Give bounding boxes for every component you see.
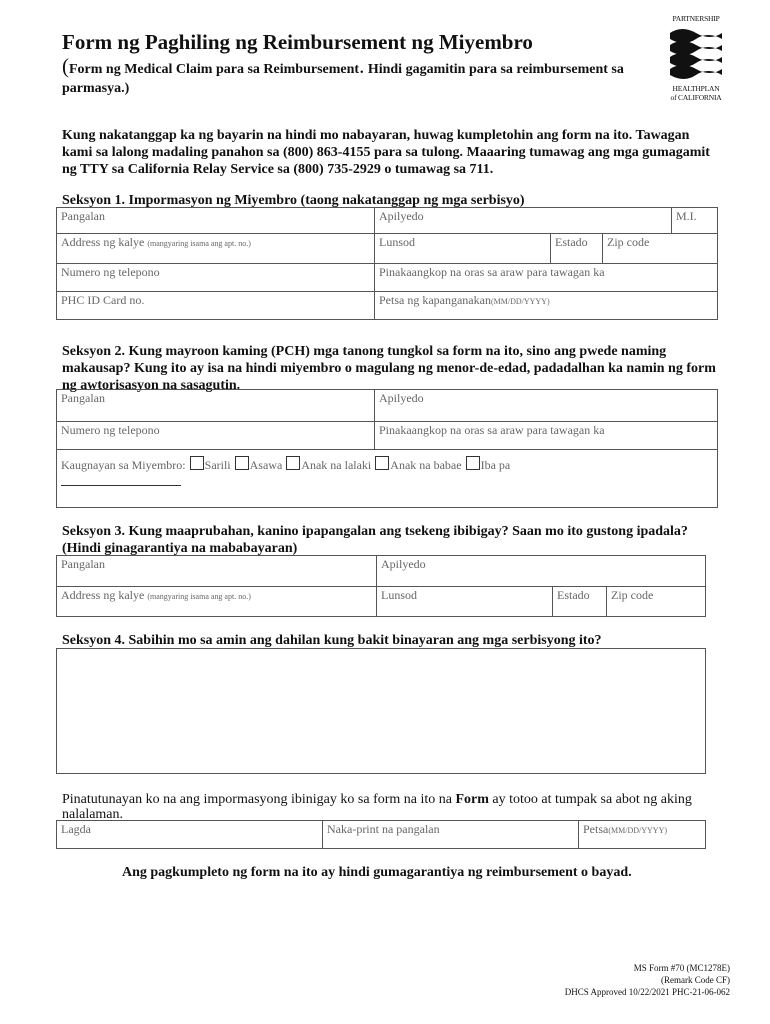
member-state-field[interactable]: Estado <box>551 234 603 264</box>
signature-date-field[interactable]: Petsa(MM/DD/YYYY) <box>579 821 706 849</box>
contact-last-name-field[interactable]: Apilyedo <box>375 390 718 422</box>
partnership-logo-icon <box>668 23 724 79</box>
payee-street-address-field[interactable]: Address ng kalye (mangyaring isama ang apt. no.) <box>57 587 377 617</box>
relationship-spouse-label: Asawa <box>249 458 283 472</box>
logo-text-top: PARTNERSHIP <box>672 14 720 23</box>
logo-text-bottom: of CALIFORNIA <box>670 93 722 102</box>
section2-heading: Seksyon 2. Kung mayroon kaming (PCH) mga tanong tungkol sa form na ito, sino ang pwede naming makausap? Kung ito ay isa na hindi miyembro o magulang ng menor-de-edad, padadalhan ka namin ng form ng awtorisasyon na sasagutin. <box>62 344 716 393</box>
section4-heading: Seksyon 4. Sabihin mo sa amin ang dahilan kung bakit binayaran ang mga serbisyong ito? <box>62 633 602 648</box>
subtitle-open-paren: ( <box>62 54 69 78</box>
member-city-field[interactable]: Lunsod <box>375 234 551 264</box>
relationship-row <box>57 450 718 508</box>
relationship-other-label: Iba pa <box>480 458 511 472</box>
member-zip-field[interactable]: Zip code <box>603 234 718 264</box>
printed-name-field[interactable]: Naka-print na pangalan <box>323 821 579 849</box>
relationship-daughter-label: Anak na babae <box>390 458 462 472</box>
payee-first-name-field[interactable]: Pangalan <box>57 556 377 587</box>
section3-heading: Seksyon 3. Kung maaprubahan, kanino ipapangalan ang tsekeng ibibigay? Saan mo ito gustong ipadala? (Hindi ginagarantiya na mababayaran) <box>62 524 688 556</box>
subtitle-note: Hindi gagamitin para sa reimbursement sa parmasya.) <box>62 62 624 96</box>
section1-heading: Seksyon 1. Impormasyon ng Miyembro (taong nakatanggap ng mga serbisyo) <box>62 193 525 208</box>
form-number-block <box>565 962 730 998</box>
form-number: MS Form #70 (MC1278E) <box>633 963 730 973</box>
relationship-other-checkbox[interactable] <box>466 456 480 470</box>
payee-city-field[interactable]: Lunsod <box>377 587 553 617</box>
payee-last-name-field[interactable]: Apilyedo <box>377 556 706 587</box>
member-street-address-field[interactable]: Address ng kalye (mangyaring isama ang apt. no.) <box>57 234 375 264</box>
reason-textarea[interactable] <box>56 648 706 774</box>
member-middle-initial-field[interactable]: M.I. <box>672 208 718 234</box>
logo-text-mid: HEALTHPLAN <box>672 84 720 93</box>
contact-best-time-field[interactable]: Pinakaangkop na oras sa araw para tawagan ka <box>375 422 718 450</box>
section3-table <box>56 555 706 617</box>
relationship-daughter-checkbox[interactable] <box>375 456 389 470</box>
relationship-son-label: Anak na lalaki <box>301 458 372 472</box>
relationship-label: Kaugnayan sa Miyembro: <box>61 458 186 472</box>
relationship-spouse-checkbox[interactable] <box>235 456 249 470</box>
signature-table <box>56 820 706 849</box>
relationship-self-label: Sarili <box>204 458 231 472</box>
approval-info: DHCS Approved 10/22/2021 PHC-21-06-062 <box>564 987 730 997</box>
section1-table <box>56 207 718 320</box>
payee-state-field[interactable]: Estado <box>553 587 607 617</box>
partnership-logo <box>668 14 724 106</box>
certification-statement: Pinatutunayan ko na ang impormasyong ibinigay ko sa form na ito na Form ay totoo at tumpak sa abot ng aking nalalaman. <box>62 792 692 822</box>
member-best-time-field[interactable]: Pinakaangkop na oras sa araw para tawagan ka <box>375 264 718 292</box>
relationship-other-input[interactable] <box>61 473 181 486</box>
payee-zip-field[interactable]: Zip code <box>607 587 706 617</box>
signature-field[interactable]: Lagda <box>57 821 323 849</box>
contact-first-name-field[interactable]: Pangalan <box>57 390 375 422</box>
contact-phone-field[interactable]: Numero ng telepono <box>57 422 375 450</box>
member-last-name-field[interactable]: Apilyedo <box>375 208 672 234</box>
member-phc-id-field[interactable]: PHC ID Card no. <box>57 292 375 320</box>
relationship-son-checkbox[interactable] <box>286 456 300 470</box>
relationship-self-checkbox[interactable] <box>190 456 204 470</box>
remark-code: (Remark Code CF) <box>661 975 730 985</box>
page-subtitle <box>62 54 682 98</box>
member-first-name-field[interactable]: Pangalan <box>57 208 375 234</box>
intro-instructions: Kung nakatanggap ka ng bayarin na hindi mo nabayaran, huwag kumpletohin ang form na ito. Tawagan kami sa lalong madaling panahon sa (800) 863-4155 para sa tulong. Maaaring tumawag ang mga gumagamit ng TTY sa California Relay Service sa (800) 735-2929 o tumawag sa 711. <box>62 128 710 177</box>
section2-table <box>56 389 718 508</box>
subtitle-form-name: Form ng Medical Claim para sa Reimbursement <box>69 62 360 77</box>
member-phone-field[interactable]: Numero ng telepono <box>57 264 375 292</box>
footer-disclaimer: Ang pagkumpleto ng form na ito ay hindi gumagarantiya ng reimbursement o bayad. <box>122 865 632 880</box>
page-title: Form ng Paghiling ng Reimbursement ng Miyembro <box>62 30 533 54</box>
member-dob-field[interactable]: Petsa ng kapanganakan(MM/DD/YYYY) <box>375 292 718 320</box>
subtitle-dot: . <box>359 54 365 78</box>
